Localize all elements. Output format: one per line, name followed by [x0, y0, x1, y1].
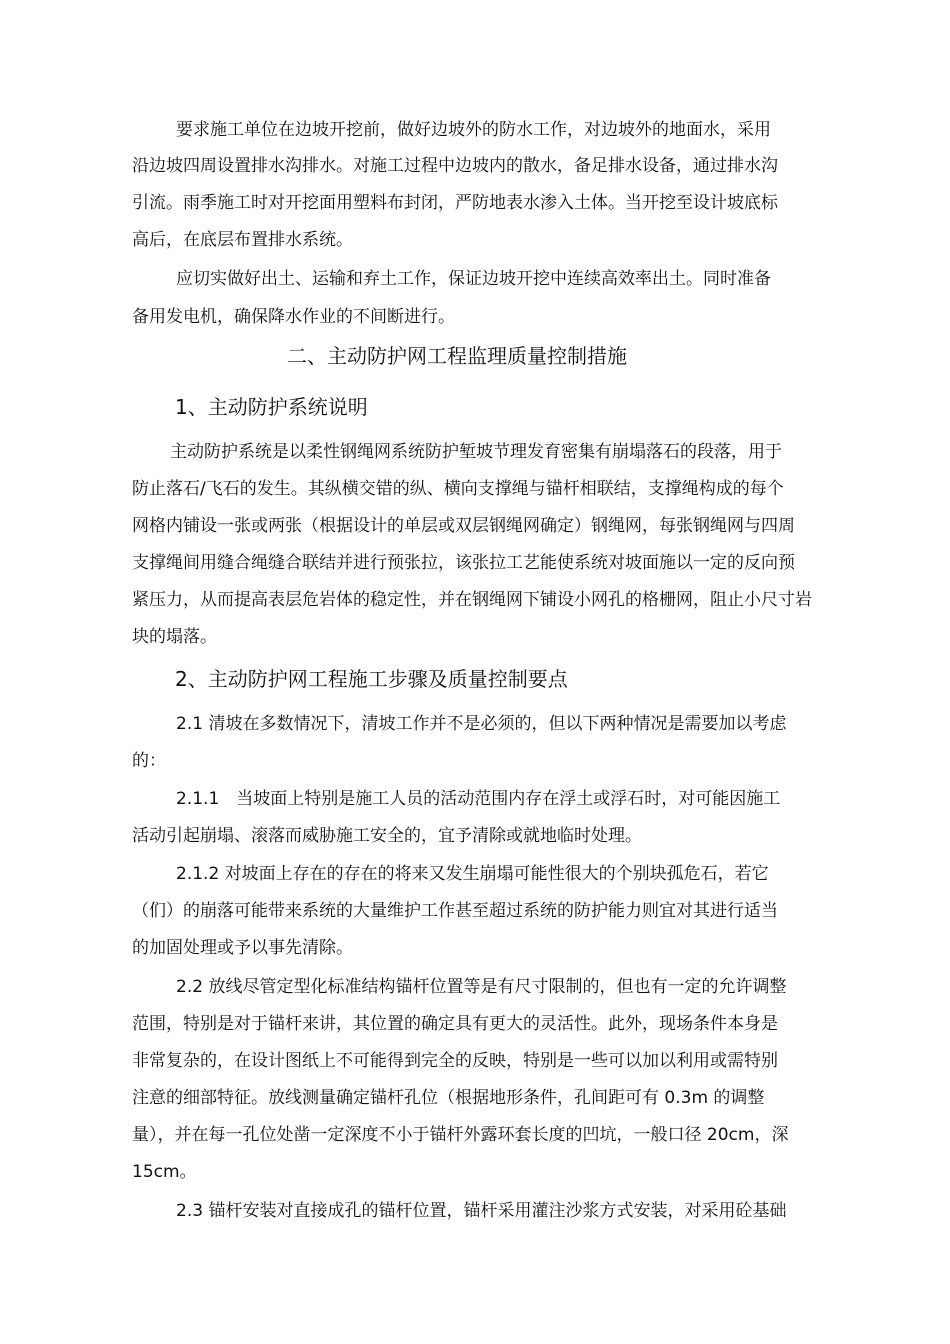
- paragraph-line: 应切实做好出土、运输和弃土工作，保证边坡开挖中连续高效率出土。同时准备: [176, 269, 771, 289]
- paragraph-line: 主动防护系统是以柔性钢绳网系统防护堑坡节理发育密集有崩塌落石的段落，用于: [170, 442, 782, 462]
- section-title: 二、主动防护网工程监理质量控制措施: [287, 344, 627, 368]
- paragraph-line: 引流。雨季施工时对开挖面用塑料布封闭，严防地表水渗入土体。当开挖至设计坡底标: [132, 193, 778, 213]
- paragraph-line: 紧压力，从而提高表层危岩体的稳定性，并在钢绳网下铺设小网孔的格栅网，阻止小尺寸岩: [132, 590, 812, 610]
- paragraph-line: 2.2 放线尽管定型化标准结构锚杆位置等是有尺寸限制的，但也有一定的允许调整: [176, 977, 787, 997]
- paragraph-line: 量），并在每一孔位处凿一定深度不小于锚杆外露环套长度的凹坑，一般口径 20cm，深: [132, 1125, 789, 1145]
- paragraph-line: 15cm。: [132, 1162, 197, 1182]
- paragraph-line: 的加固处理或予以事先清除。: [132, 938, 353, 958]
- paragraph-line: （们）的崩落可能带来系统的大量维护工作甚至超过系统的防护能力则宜对其进行适当: [132, 901, 778, 921]
- paragraph-line: 范围，特别是对于锚杆来讲，其位置的确定具有更大的灵活性。此外，现场条件本身是: [132, 1014, 778, 1034]
- paragraph-line: 防止落石/飞石的发生。其纵横交错的纵、横向支撑绳与锚杆相联结，支撑绳构成的每个: [132, 479, 784, 499]
- paragraph-line: 的：: [132, 751, 166, 771]
- paragraph-line: 活动引起崩塌、滚落而威胁施工安全的，宜予清除或就地临时处理。: [132, 826, 642, 846]
- paragraph-line: 沿边坡四周设置排水沟排水。对施工过程中边坡内的散水，备足排水设备，通过排水沟: [132, 156, 778, 176]
- subsection-heading: 2、主动防护网工程施工步骤及质量控制要点: [175, 667, 568, 691]
- paragraph-line: 网格内铺设一张或两张（根据设计的单层或双层钢绳网确定）钢绳网，每张钢绳网与四周: [132, 516, 795, 536]
- paragraph-line: 非常复杂的，在设计图纸上不可能得到完全的反映，特别是一些可以加以利用或需特别: [132, 1051, 778, 1071]
- paragraph-line: 备用发电机，确保降水作业的不间断进行。: [132, 307, 455, 327]
- paragraph-line: 2.1 清坡在多数情况下，清坡工作并不是必须的，但以下两种情况是需要加以考虑: [176, 714, 787, 734]
- paragraph-line: 2.1.2 对坡面上存在的存在的将来又发生崩塌可能性很大的个别块孤危石，若它: [176, 864, 769, 884]
- paragraph-line: 块的塌落。: [132, 627, 217, 647]
- paragraph-line: 要求施工单位在边坡开挖前，做好边坡外的防水工作，对边坡外的地面水，采用: [176, 120, 771, 140]
- paragraph-line: 2.1.1 当坡面上特别是施工人员的活动范围内存在浮土或浮石时，对可能因施工: [176, 789, 781, 809]
- paragraph-line: 支撑绳间用缝合绳缝合联结并进行预张拉，该张拉工艺能使系统对坡面施以一定的反向预: [132, 553, 795, 573]
- paragraph-line: 注意的细部特征。放线测量确定锚杆孔位（根据地形条件，孔间距可有 0.3m 的调整: [132, 1088, 765, 1108]
- paragraph-line: 2.3 锚杆安装对直接成孔的锚杆位置，锚杆采用灌注沙浆方式安装，对采用砼基础: [176, 1201, 787, 1221]
- subsection-heading: 1、主动防护系统说明: [175, 395, 368, 419]
- paragraph-line: 高后，在底层布置排水系统。: [132, 230, 353, 250]
